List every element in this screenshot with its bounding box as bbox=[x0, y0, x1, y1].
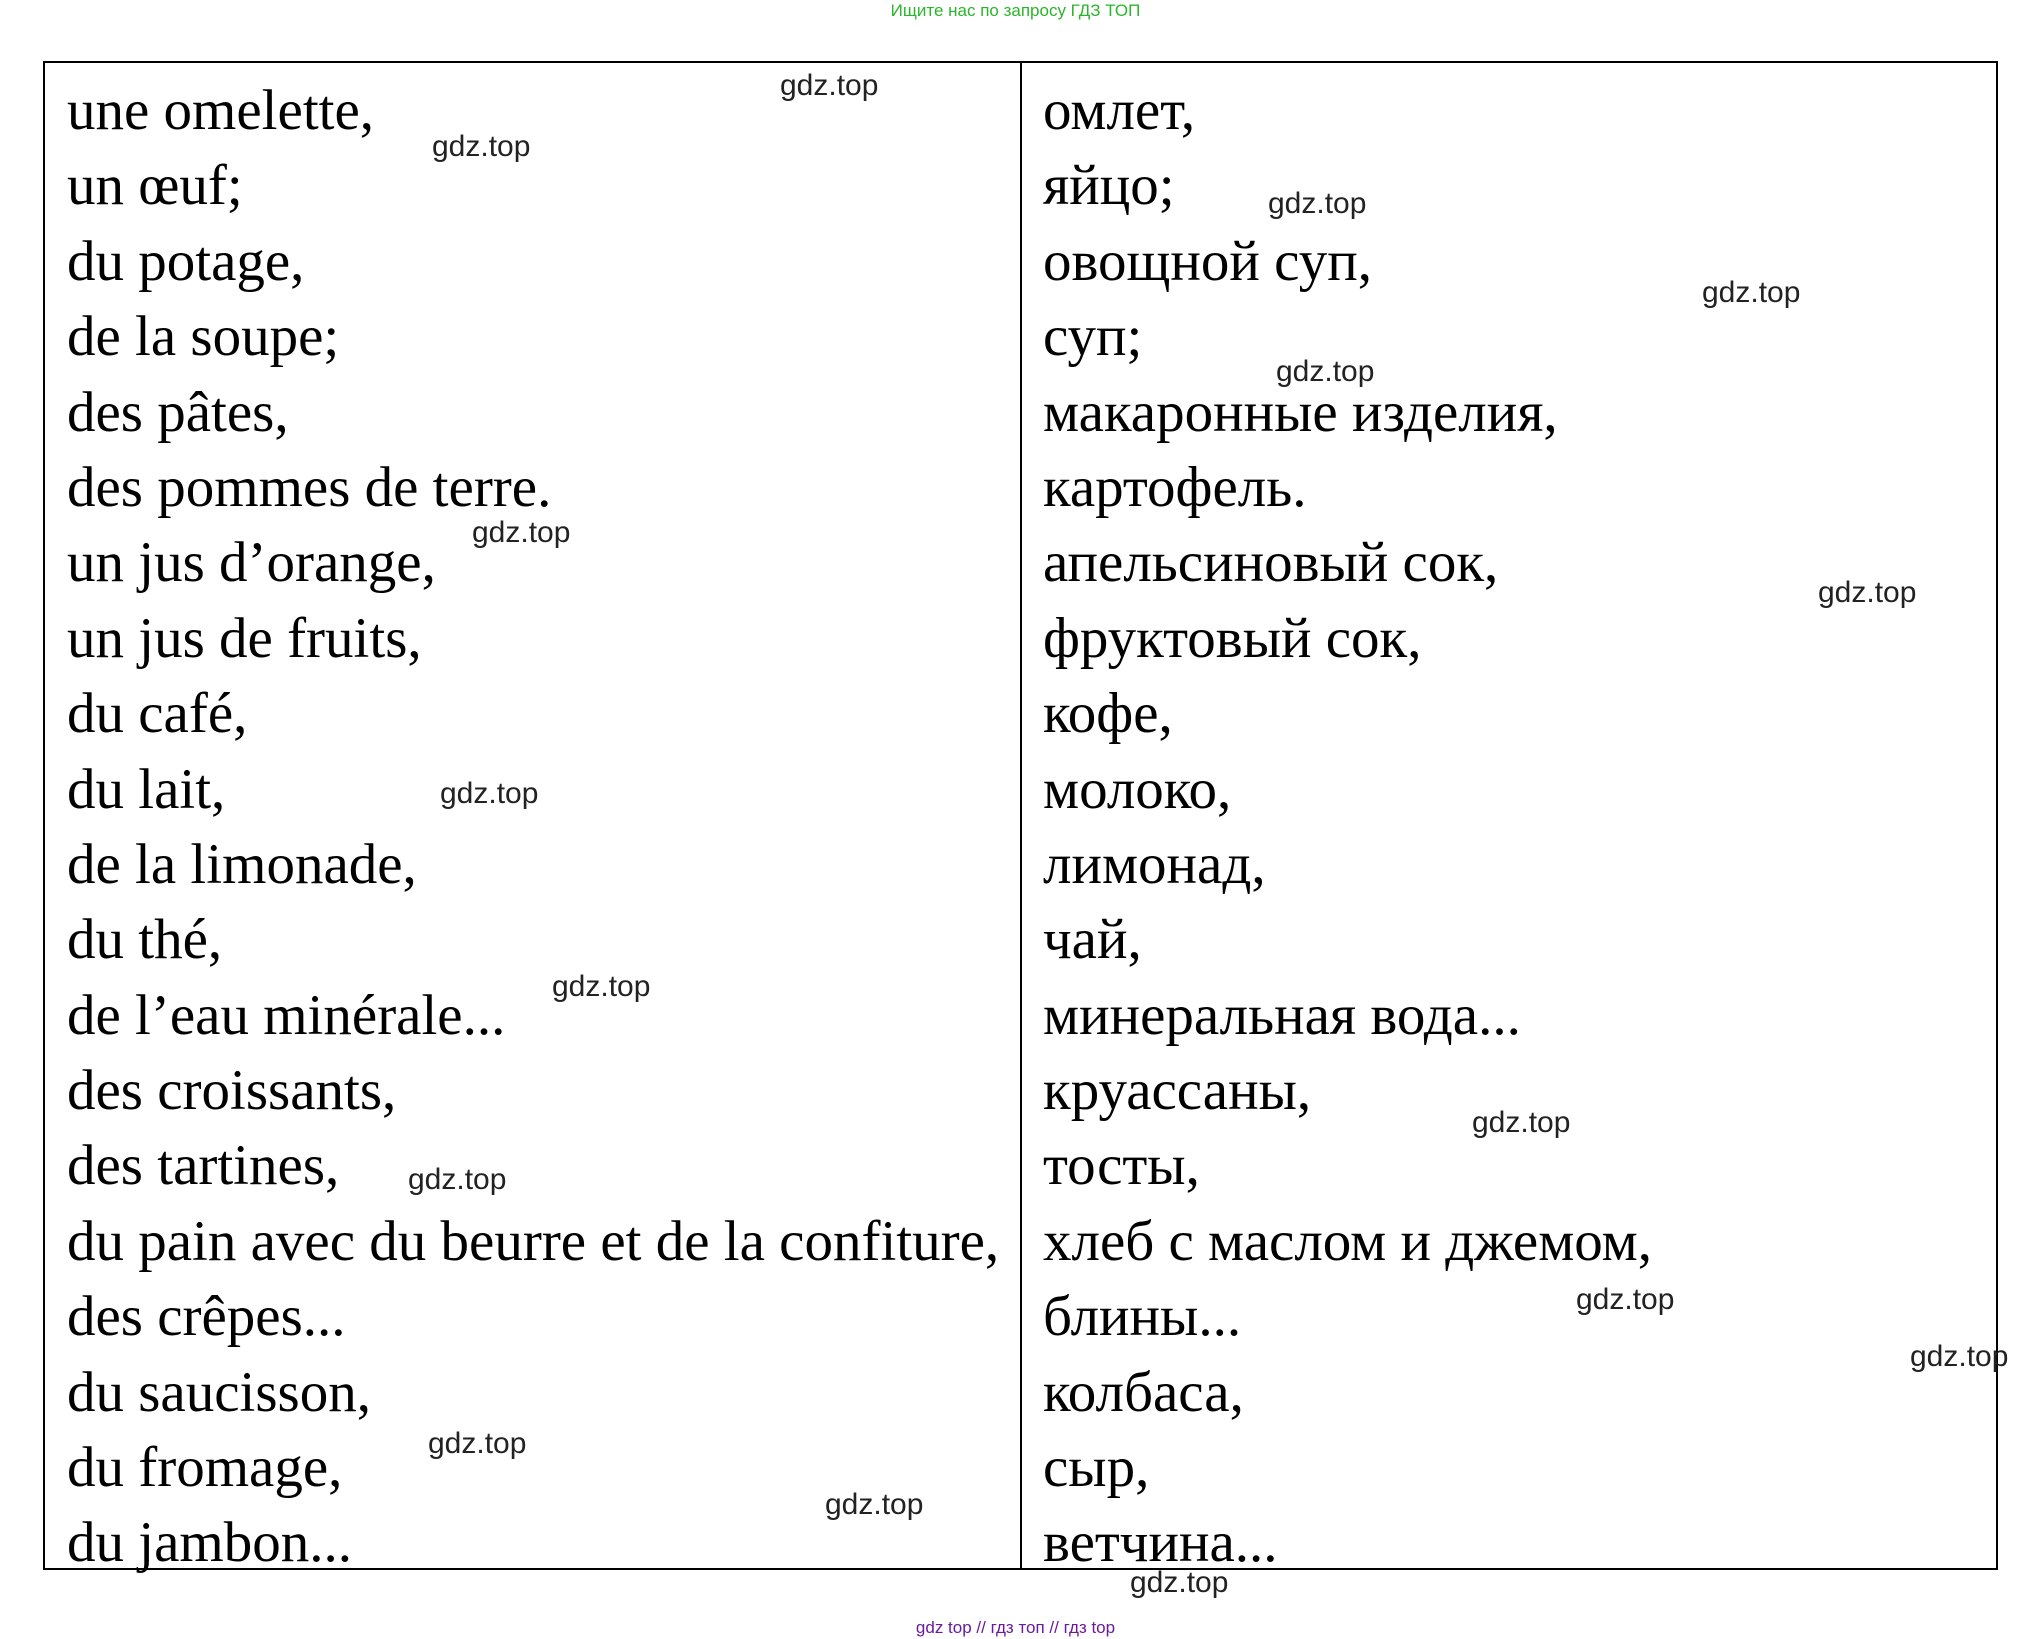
watermark: gdz.top bbox=[408, 1163, 507, 1196]
watermark: gdz.top bbox=[472, 516, 571, 549]
vocab-entry: картофель. bbox=[1043, 455, 1307, 519]
vocab-entry: un jus de fruits, bbox=[67, 606, 422, 670]
vocab-entry: de la soupe; bbox=[67, 305, 340, 369]
watermark: gdz.top bbox=[428, 1427, 527, 1460]
watermark: gdz.top bbox=[552, 970, 651, 1003]
vocab-entry: овощной суп, bbox=[1043, 229, 1372, 293]
footer-links: gdz top // гдз топ // гдз top bbox=[915, 1618, 1116, 1637]
watermark: gdz.top bbox=[1818, 576, 1917, 609]
vocab-entry: des crêpes... bbox=[67, 1285, 346, 1349]
watermark: gdz.top bbox=[1268, 187, 1367, 220]
vocab-entry: un œuf; bbox=[67, 154, 243, 218]
french-column bbox=[67, 73, 999, 1581]
vocab-entry: апельсиновый сок, bbox=[1043, 531, 1499, 595]
vocab-entry: des pâtes, bbox=[67, 380, 289, 444]
vocab-entry: des croissants, bbox=[67, 1059, 397, 1123]
vocab-entry: du lait, bbox=[67, 757, 226, 821]
vocab-entry: du jambon... bbox=[67, 1511, 352, 1575]
watermark: gdz.top bbox=[1130, 1566, 1229, 1599]
vocab-entry: сыр, bbox=[1043, 1436, 1150, 1500]
vocab-entry: du café, bbox=[67, 682, 248, 746]
vocab-entry: du potage, bbox=[67, 229, 305, 293]
vocab-entry: чай, bbox=[1043, 908, 1142, 972]
watermark: gdz.top bbox=[780, 69, 879, 102]
header-banner: Ищите нас по запросу ГДЗ ТОП bbox=[890, 1, 1141, 20]
vocab-entry: ветчина... bbox=[1043, 1511, 1278, 1575]
vocab-entry: минеральная вода... bbox=[1043, 983, 1521, 1047]
vocab-entry: хлеб с маслом и джемом, bbox=[1043, 1209, 1652, 1273]
column-divider bbox=[1020, 63, 1022, 1568]
vocab-entry: une omelette, bbox=[67, 79, 375, 142]
russian-column bbox=[1043, 73, 1652, 1581]
vocab-entry: du fromage, bbox=[67, 1436, 343, 1500]
vocab-entry: un jus d’orange, bbox=[67, 531, 436, 595]
vocab-entry: de la limonade, bbox=[67, 832, 417, 896]
watermark: gdz.top bbox=[1576, 1283, 1675, 1316]
vocab-entry: du thé, bbox=[67, 908, 223, 972]
watermark: gdz.top bbox=[1276, 355, 1375, 388]
watermark: gdz.top bbox=[1910, 1340, 2009, 1373]
vocab-entry: du saucisson, bbox=[67, 1360, 371, 1424]
vocab-entry: des tartines, bbox=[67, 1134, 340, 1198]
watermark: gdz.top bbox=[432, 130, 531, 163]
watermark: gdz.top bbox=[825, 1488, 924, 1521]
vocab-entry: лимонад, bbox=[1043, 832, 1266, 896]
vocab-entry: макаронные изделия, bbox=[1043, 380, 1558, 444]
vocab-entry: молоко, bbox=[1043, 757, 1232, 821]
watermark: gdz.top bbox=[440, 777, 539, 810]
vocab-entry: de l’eau minérale... bbox=[67, 983, 506, 1047]
vocab-entry: блины... bbox=[1043, 1285, 1242, 1349]
vocab-entry: тосты, bbox=[1043, 1134, 1200, 1198]
watermark: gdz.top bbox=[1472, 1106, 1571, 1139]
vocab-entry: омлет, bbox=[1043, 79, 1196, 142]
vocab-entry: des pommes de terre. bbox=[67, 455, 552, 519]
vocab-entry: кофе, bbox=[1043, 682, 1173, 746]
vocab-entry: фруктовый сок, bbox=[1043, 606, 1422, 670]
vocab-entry: du pain avec du beurre et de la confiture, bbox=[67, 1209, 1000, 1273]
vocab-entry: суп; bbox=[1043, 305, 1143, 369]
watermark: gdz.top bbox=[1702, 276, 1801, 309]
vocab-entry: колбаса, bbox=[1043, 1360, 1244, 1424]
vocab-entry: яйцо; bbox=[1043, 154, 1175, 218]
vocab-entry: круассаны, bbox=[1043, 1059, 1312, 1123]
